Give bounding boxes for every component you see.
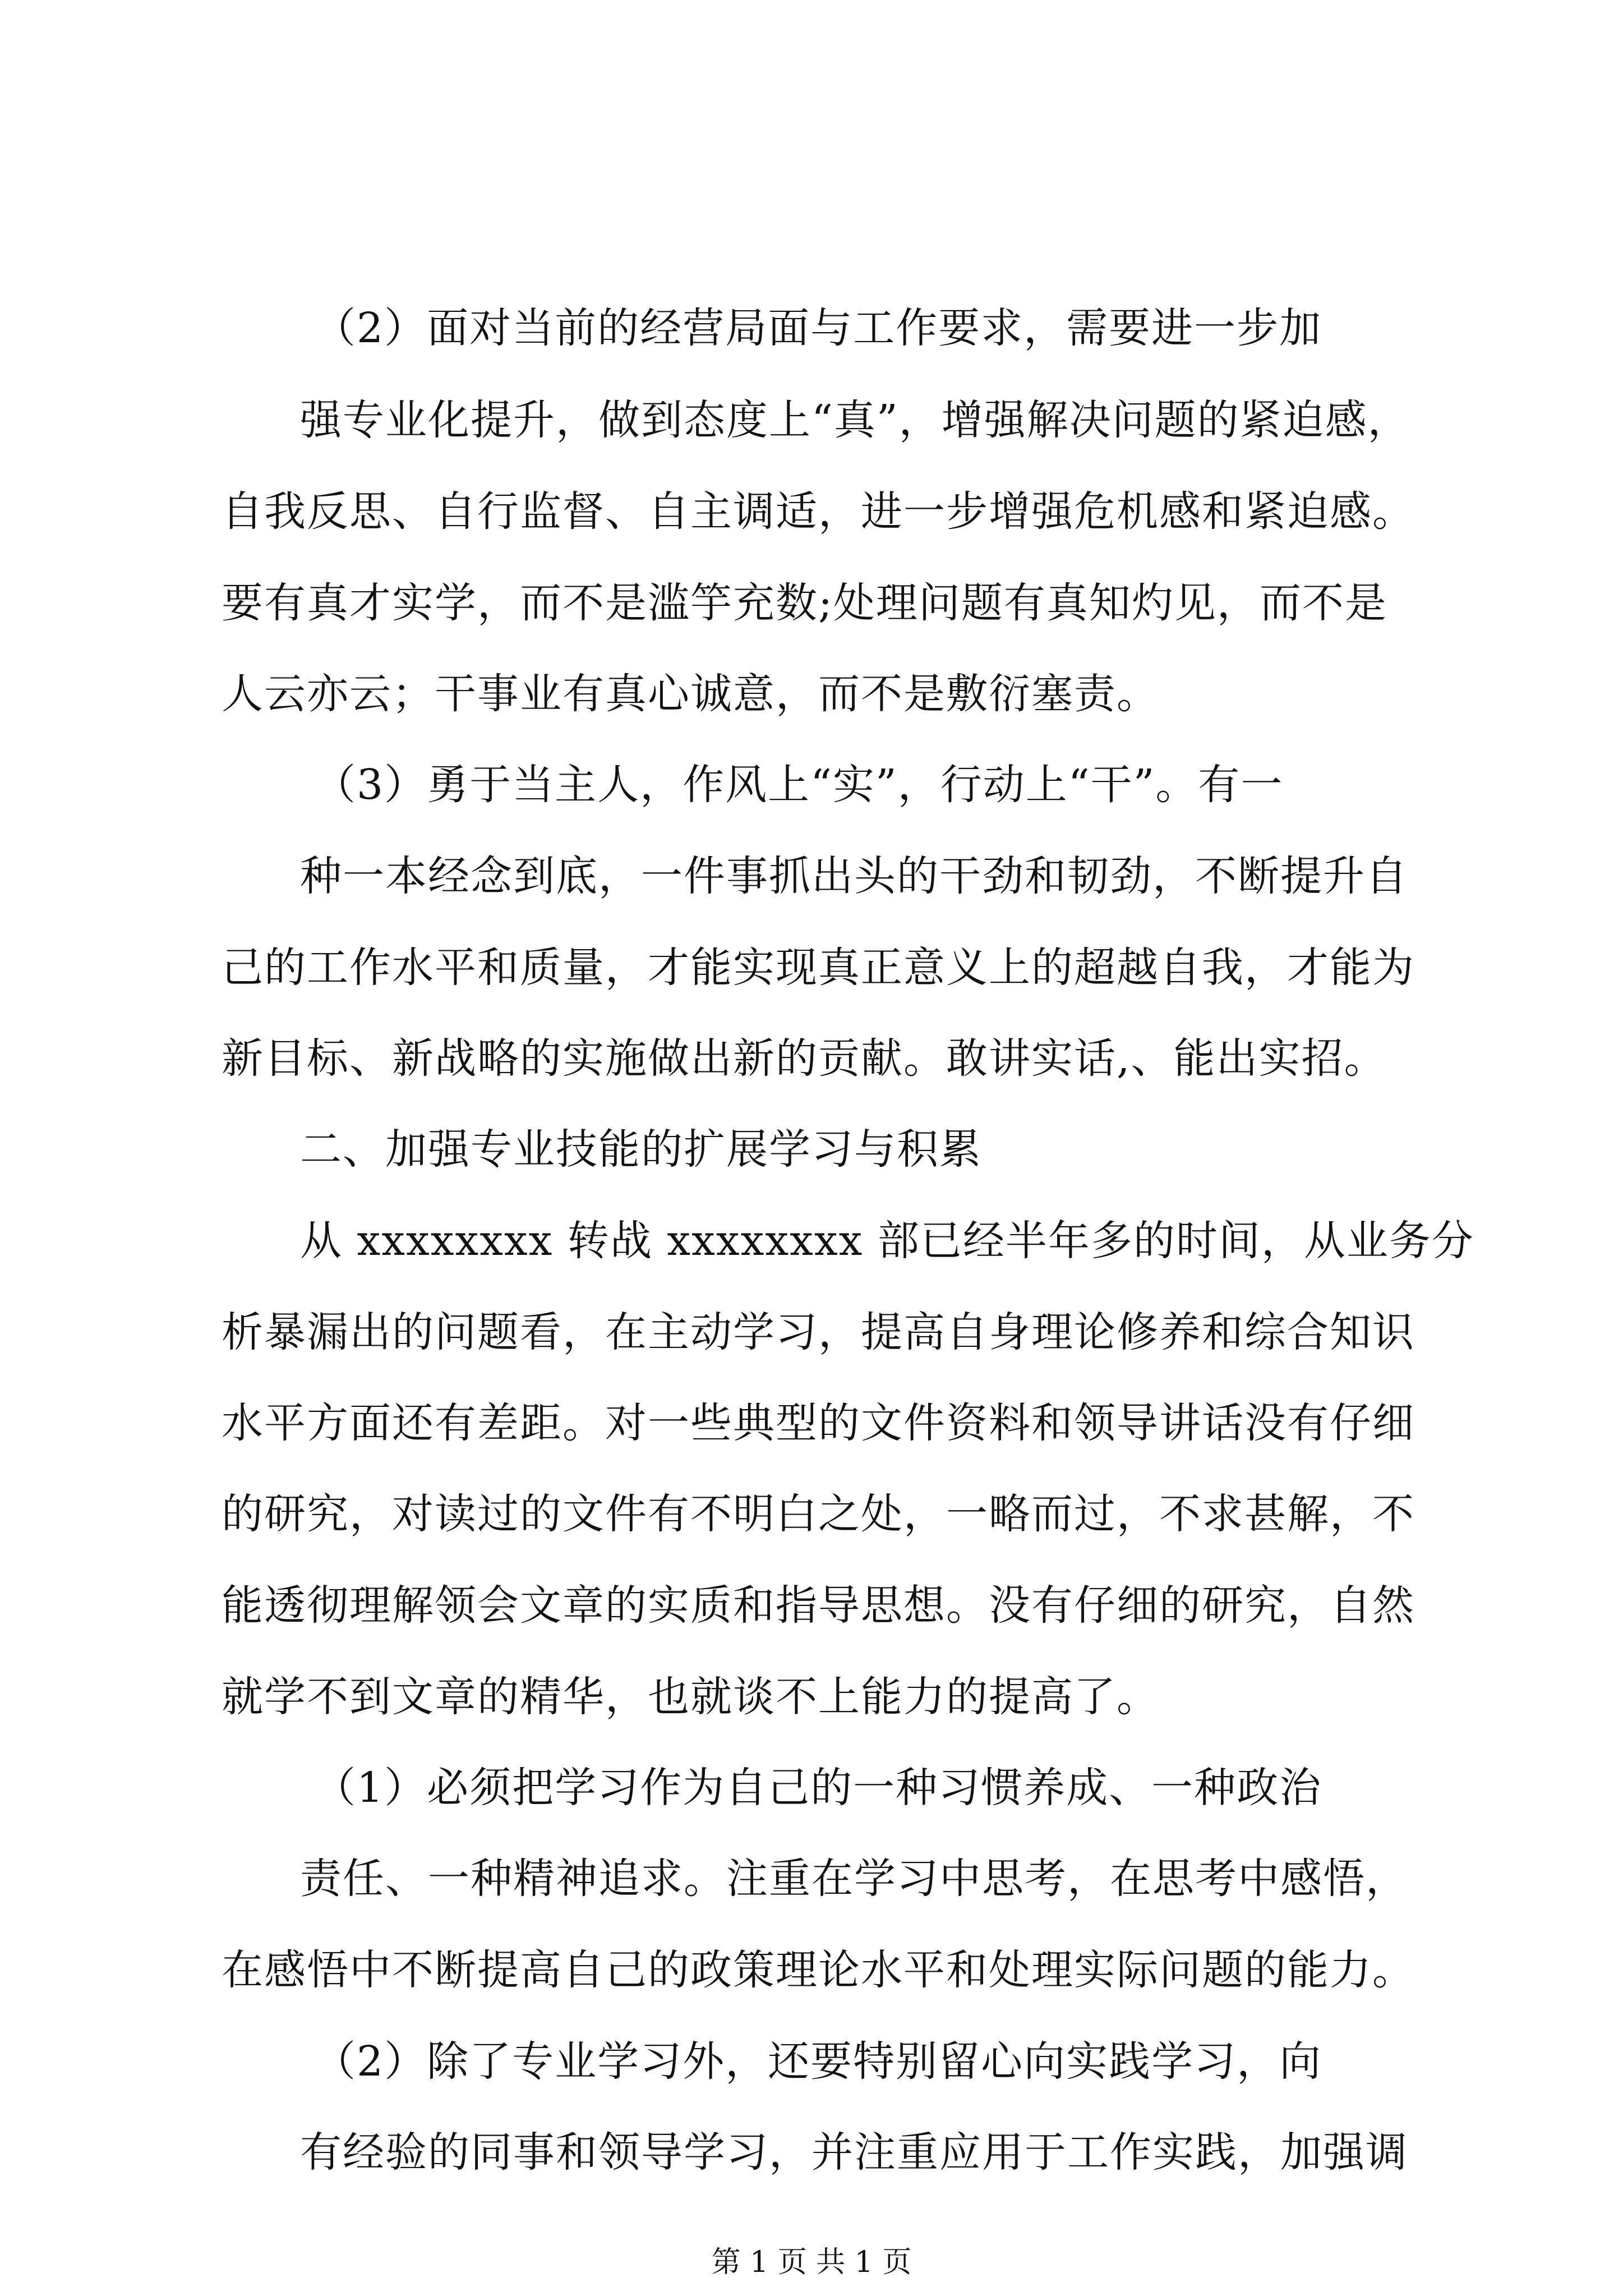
paragraph-line: 就学不到文章的精华，也就谈不上能力的提高了。	[222, 1673, 1159, 1721]
paragraph-line: 强专业化提升，做到态度上“真”，增强解决问题的紧迫感，	[300, 396, 1410, 444]
paragraph-line: 能透彻理解领会文章的实质和指导思想。没有仔细的研究，自然	[222, 1581, 1415, 1630]
paragraph-line: 的研究，对读过的文件有不明白之处，一略而过，不求甚解，不	[222, 1490, 1415, 1538]
section-heading: 二、加强专业技能的扩展学习与积累	[300, 1125, 982, 1174]
paragraph-line: 己的工作水平和质量，才能实现真正意义上的超越自我，才能为	[222, 944, 1415, 992]
paragraph-line: （2）除了专业学习外，还要特别留心向实践学习，向	[314, 2037, 1322, 2086]
paragraph-line: （3）勇于当主人，作风上“实”，行动上“干”。有一	[314, 761, 1284, 809]
paragraph-line: 自我反思、自行监督、自主调适，进一步增强危机感和紧迫感。	[222, 487, 1415, 536]
paragraph-line: 析暴漏出的问题看，在主动学习，提高自身理论修养和综合知识	[222, 1308, 1415, 1356]
paragraph-line: （2）面对当前的经营局面与工作要求，需要进一步加	[314, 304, 1322, 352]
paragraph-line: 新目标、新战略的实施做出新的贡献。敢讲实话,、能出实招。	[222, 1034, 1387, 1083]
paragraph-line: 在感悟中不断提高自己的政策理论水平和处理实际问题的能力。	[222, 1946, 1415, 1994]
paragraph-line: 要有真才实学，而不是滥竽充数;处理问题有真知灼见，而不是	[222, 579, 1387, 627]
paragraph-line: 人云亦云；干事业有真心诚意，而不是敷衍塞责。	[222, 670, 1159, 718]
paragraph-line: 种一本经念到底，一件事抓出头的干劲和韧劲，不断提升自	[300, 852, 1408, 900]
paragraph-line: 从 xxxxxxxx 转战 xxxxxxxx 部已经半年多的时间，从业务分	[300, 1217, 1474, 1265]
paragraph-line: 责任、一种精神追求。注重在学习中思考，在思考中感悟，	[300, 1855, 1408, 1903]
page-number-footer: 第 1 页 共 1 页	[711, 2246, 912, 2279]
paragraph-line: 有经验的同事和领导学习，并注重应用于工作实践，加强调	[300, 2128, 1408, 2177]
paragraph-line: 水平方面还有差距。对一些典型的文件资料和领导讲话没有仔细	[222, 1399, 1415, 1447]
paragraph-line: （1）必须把学习作为自己的一种习惯养成、一种政治	[314, 1764, 1322, 1812]
